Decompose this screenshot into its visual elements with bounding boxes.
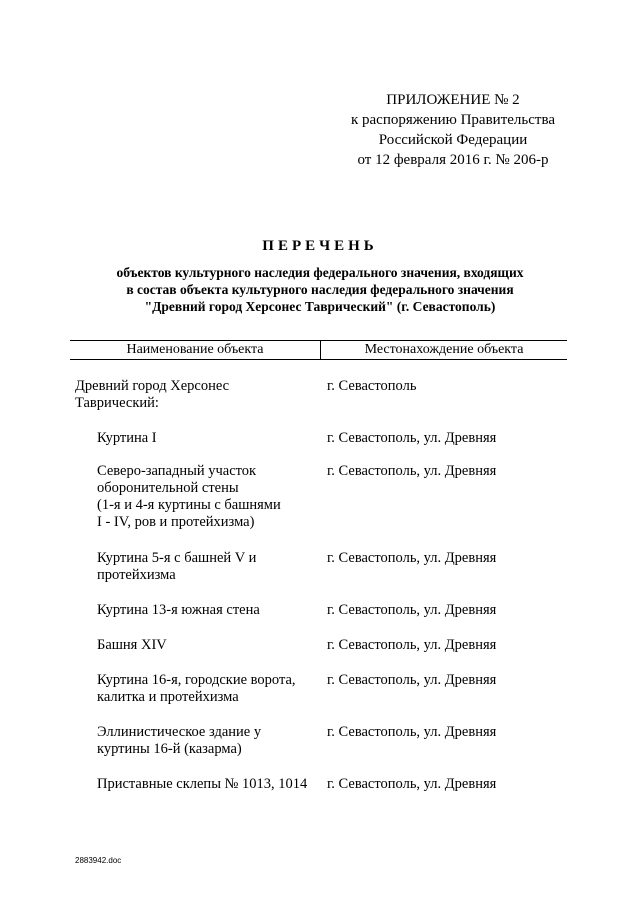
name-line: протейхизма — [97, 567, 176, 583]
name-line: Башня XIV — [97, 637, 167, 653]
appendix-order-ref: к распоряжению Правительства — [350, 112, 555, 128]
name-line: (1-я и 4-я куртины с башнями — [97, 497, 281, 513]
header-object-name: Наименование объекта — [126, 342, 264, 357]
table-row-location: г. Севастополь, ул. Древняя — [327, 602, 497, 618]
name-line: Северо-западный участок — [97, 463, 257, 479]
document-subtitle — [70, 264, 570, 315]
header-object-location: Местонахождение объекта — [364, 342, 524, 357]
name-line: калитка и протейхизма — [97, 689, 239, 705]
name-line: Куртина 5-я с башней V и — [97, 550, 257, 566]
subtitle-line: "Древний город Херсонес Таврический" (г. Севастополь) — [144, 299, 496, 314]
name-line: I - IV, ров и протейхизма) — [97, 514, 255, 530]
table-row-location: г. Севастополь, ул. Древняя — [327, 463, 497, 479]
appendix-date: от 12 февраля 2016 г. № 206-р — [357, 152, 549, 168]
table-row-location: г. Севастополь, ул. Древняя — [327, 550, 497, 566]
name-line: Куртина 13-я южная стена — [97, 602, 260, 618]
document-title: ПЕРЕЧЕНЬ — [262, 238, 378, 254]
table-header — [70, 340, 567, 360]
table-row-location: г. Севастополь, ул. Древняя — [327, 776, 497, 792]
table-row-name — [97, 637, 317, 654]
table-row-location: г. Севастополь, ул. Древняя — [327, 637, 497, 653]
appendix-government: Российской Федерации — [378, 132, 528, 148]
table-row-name — [75, 378, 315, 412]
name-line: Эллинистическое здание у — [97, 724, 262, 740]
table-row-name — [97, 550, 317, 584]
table-row-location: г. Севастополь, ул. Древняя — [327, 672, 497, 688]
table-row-name — [97, 430, 317, 447]
table-row-name — [97, 672, 317, 706]
table-row-location: г. Севастополь — [327, 378, 417, 394]
subtitle-line: в состав объекта культурного наследия федерального значения — [126, 282, 514, 297]
table-row-location: г. Севастополь, ул. Древняя — [327, 430, 497, 446]
table-row-name — [97, 602, 317, 619]
appendix-number: ПРИЛОЖЕНИЕ № 2 — [386, 92, 520, 108]
table-row-name — [97, 724, 317, 758]
name-line: Древний город Херсонес — [75, 378, 230, 394]
subtitle-line: объектов культурного наследия федерального значения, входящих — [116, 265, 524, 280]
name-line: куртины 16-й (казарма) — [97, 741, 242, 757]
name-line: Куртина I — [97, 430, 157, 446]
table-row-name — [97, 463, 317, 531]
name-line: Приставные склепы № 1013, 1014 — [97, 776, 308, 792]
name-line: Таврический: — [75, 395, 159, 411]
appendix-block — [330, 90, 576, 170]
table-row-location: г. Севастополь, ул. Древняя — [327, 724, 497, 740]
name-line: Куртина 16-я, городские ворота, — [97, 672, 296, 688]
document-file-id: 2883942.doc — [75, 856, 122, 865]
name-line: оборонительной стены — [97, 480, 239, 496]
table-row-name — [97, 776, 317, 793]
